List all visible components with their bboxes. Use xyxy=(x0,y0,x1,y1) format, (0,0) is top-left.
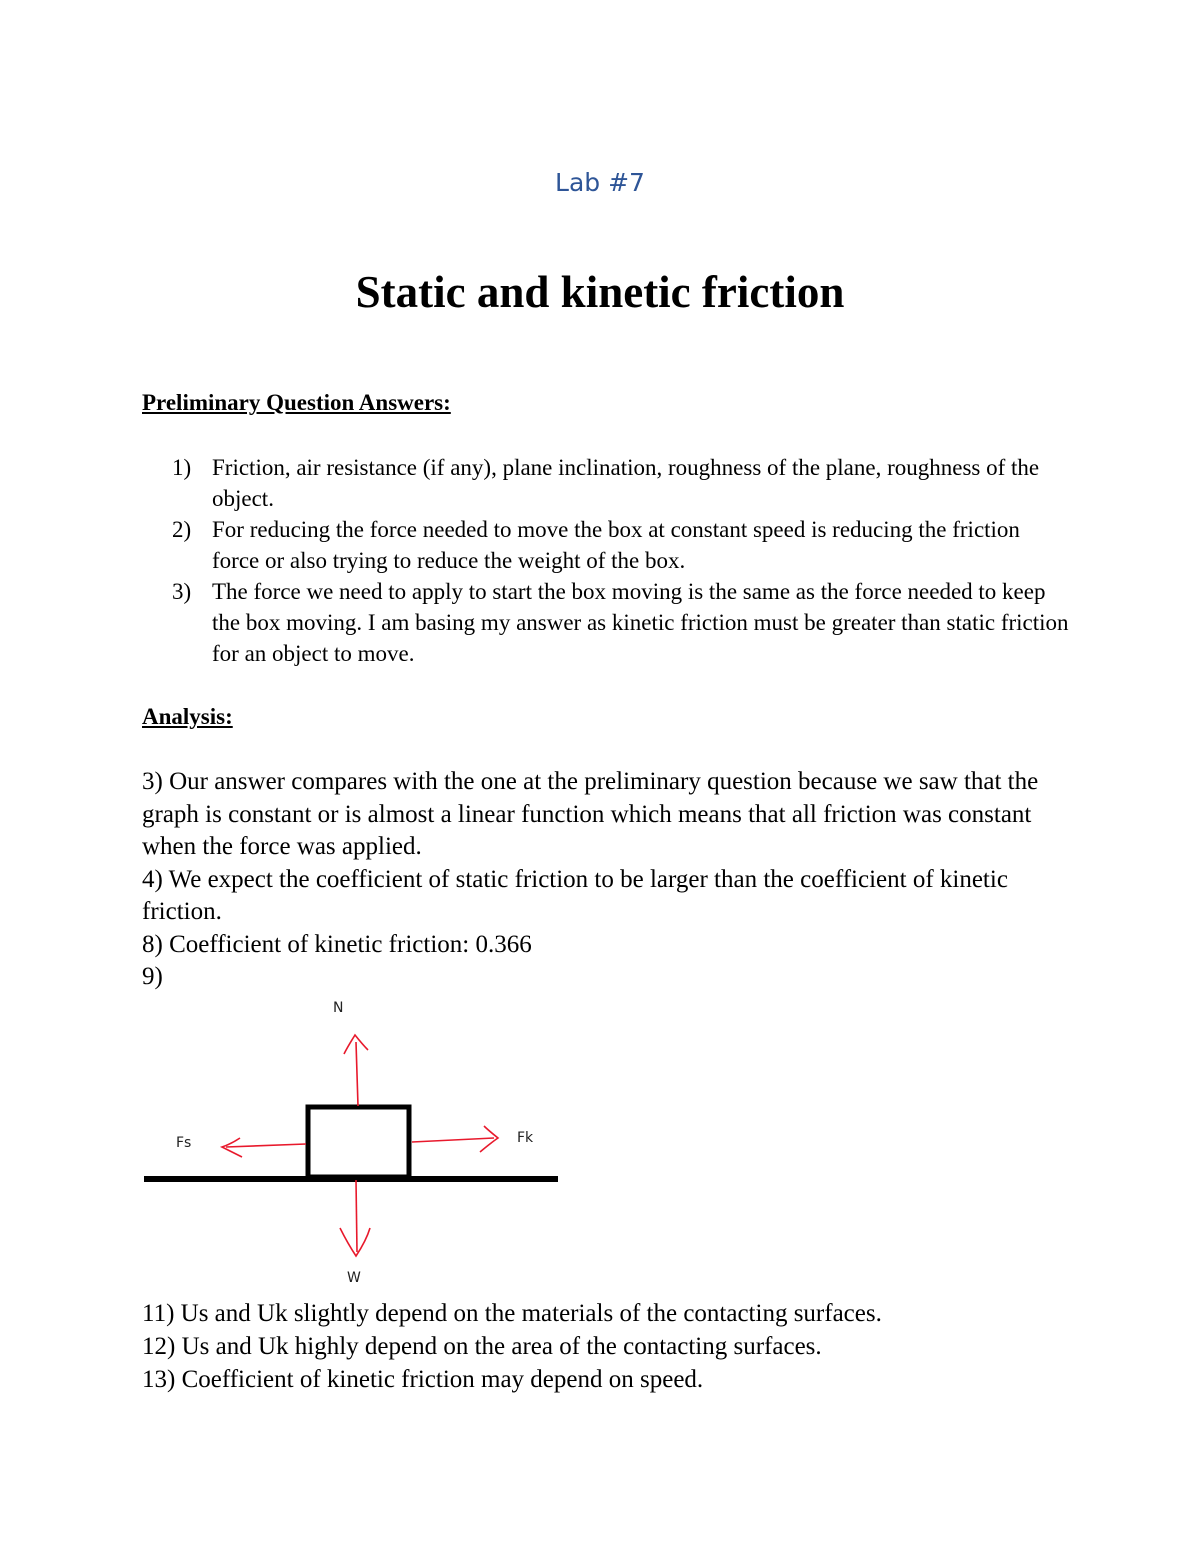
preliminary-answer-item xyxy=(142,514,1072,576)
free-body-diagram xyxy=(130,990,580,1290)
weight-arrow xyxy=(340,1180,370,1256)
kinetic-friction-label: Fk xyxy=(517,1130,534,1146)
box xyxy=(308,1107,409,1177)
document-title: Static and kinetic friction xyxy=(355,267,845,317)
analysis-answers xyxy=(142,766,1082,994)
item-number: 2) xyxy=(172,517,192,542)
preliminary-answer-item xyxy=(142,576,1072,669)
static-friction-label: Fs xyxy=(176,1135,192,1151)
analysis-answer: 8) Coefficient of kinetic friction: 0.366 xyxy=(142,930,532,958)
normal-force-arrow xyxy=(344,1035,368,1106)
analysis-answer: 4) We expect the coefficient of static friction to be larger than the coefficient of kinetic friction. xyxy=(142,865,1008,925)
final-answer: 12) Us and Uk highly depend on the area of the contacting surfaces. xyxy=(142,1333,822,1360)
preliminary-answer-item xyxy=(142,452,1072,514)
item-number: 1) xyxy=(172,455,192,480)
preliminary-answer-list xyxy=(142,452,1072,669)
static-friction-arrow xyxy=(222,1138,306,1157)
normal-force-label: N xyxy=(333,1000,344,1016)
item-text: Friction, air resistance (if any), plane inclination, roughness of the plane, roughness of the object. xyxy=(212,455,1040,511)
final-answers xyxy=(142,1297,1082,1396)
lab-number-label: Lab #7 xyxy=(555,168,645,197)
analysis-answer: 3) Our answer compares with the one at the preliminary question because we saw that the graph is constant or is almost a linear function which means that all friction was constant when the force was applied. xyxy=(142,768,1039,860)
analysis-answer: 9) xyxy=(142,963,163,990)
final-answer: 13) Coefficient of kinetic friction may depend on speed. xyxy=(142,1366,704,1393)
weight-label: W xyxy=(347,1270,361,1286)
item-text: The force we need to apply to start the box moving is the same as the force needed to keep the box moving. I am basing my answer as kinetic friction must be greater than static friction for an object to move. xyxy=(212,579,1069,666)
analysis-heading: Analysis: xyxy=(142,704,233,729)
item-text: For reducing the force needed to move the box at constant speed is reducing the friction force or also trying to reduce the weight of the box. xyxy=(212,517,1020,573)
item-number: 3) xyxy=(172,579,192,604)
final-answer: 11) Us and Uk slightly depend on the materials of the contacting surfaces. xyxy=(142,1300,882,1327)
preliminary-heading: Preliminary Question Answers: xyxy=(142,390,451,415)
kinetic-friction-arrow xyxy=(412,1126,498,1152)
